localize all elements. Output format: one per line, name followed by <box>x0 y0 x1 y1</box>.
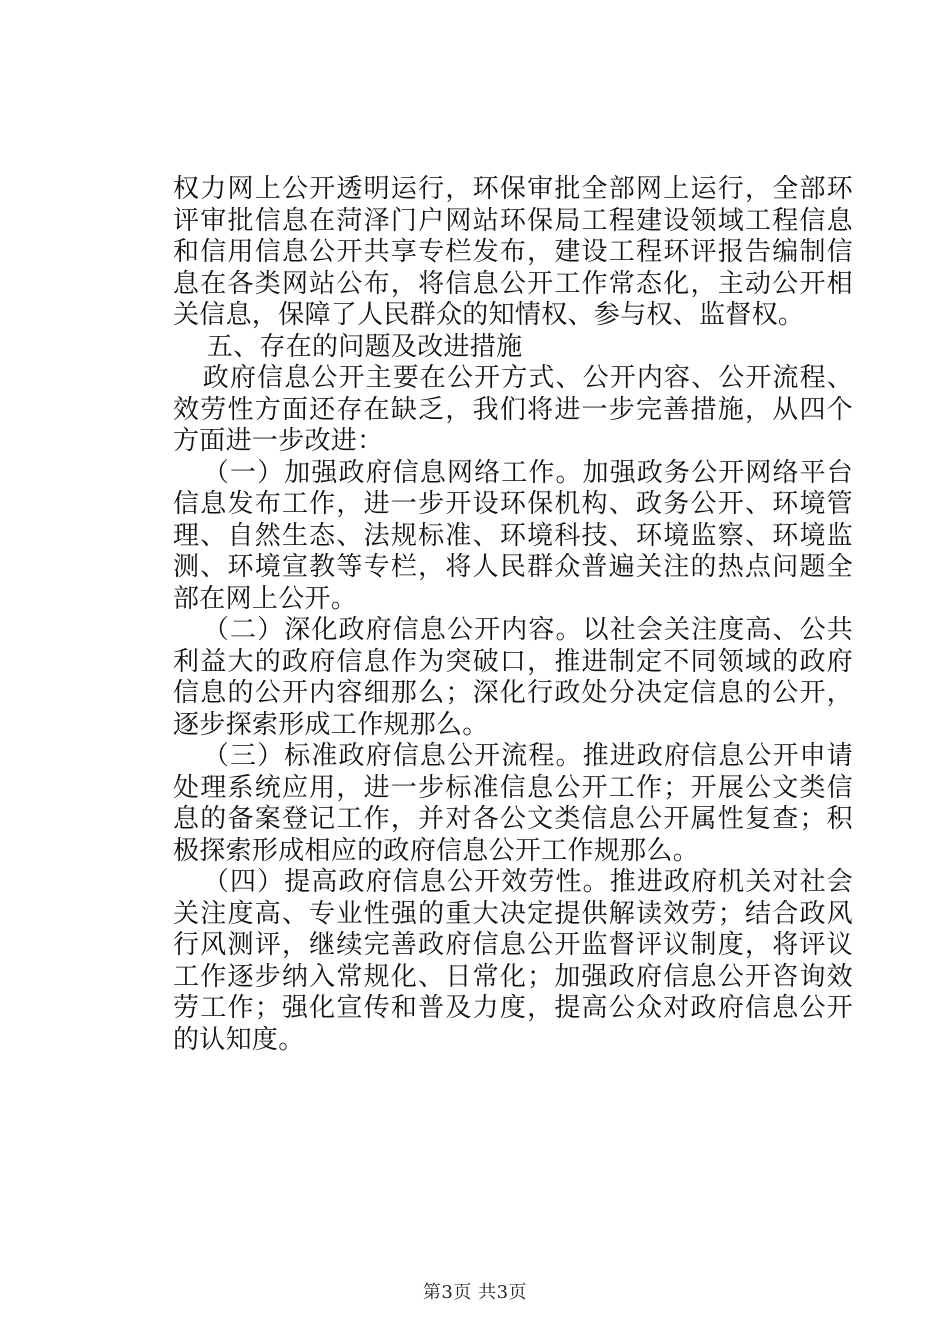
paragraph-item-1: （一）加强政府信息网络工作。加强政务公开网络平台信息发布工作，进一步开设环保机构、政务公开、环境管理、自然生态、法规标准、环境科技、环境监察、环境监测、环境宣教等专栏，将人民群众普遍关注的热点问题全部在网上公开。 <box>173 457 853 614</box>
document-body <box>173 174 853 1056</box>
paragraph-continuation: 权力网上公开透明运行，环保审批全部网上运行，全部环评审批信息在菏泽门户网站环保局工程建设领域工程信息和信用信息公开共享专栏发布，建设工程环评报告编制信息在各类网站公布，将信息公开工作常态化，主动公开相关信息，保障了人民群众的知情权、参与权、监督权。 <box>173 174 853 330</box>
paragraph-item-4: （四）提高政府信息公开效劳性。推进政府机关对社会关注度高、专业性强的重大决定提供解读效劳；结合政风行风测评，继续完善政府信息公开监督评议制度，将评议工作逐步纳入常规化、日常化；加强政府信息公开咨询效劳工作；强化宣传和普及力度，提高公众对政府信息公开的认知度。 <box>173 867 853 1055</box>
paragraph-intro: 政府信息公开主要在公开方式、公开内容、公开流程、效劳性方面还存在缺乏，我们将进一步完善措施，从四个方面进一步改进： <box>173 363 853 456</box>
paragraph-item-2: （二）深化政府信息公开内容。以社会关注度高、公共利益大的政府信息作为突破口，推进制定不同领域的政府信息的公开内容细那么；深化行政处分决定信息的公开，逐步探索形成工作规那么。 <box>173 615 853 740</box>
section-heading-problems: 五、存在的问题及改进措施 <box>206 331 523 362</box>
page-number-footer: 第3页 共3页 <box>422 1282 528 1303</box>
paragraph-item-3: （三）标准政府信息公开流程。推进政府信息公开申请处理系统应用，进一步标准信息公开工作；开展公文类信息的备案登记工作，并对各公文类信息公开属性复查；积极探索形成相应的政府信息公开工作规那么。 <box>173 741 853 866</box>
